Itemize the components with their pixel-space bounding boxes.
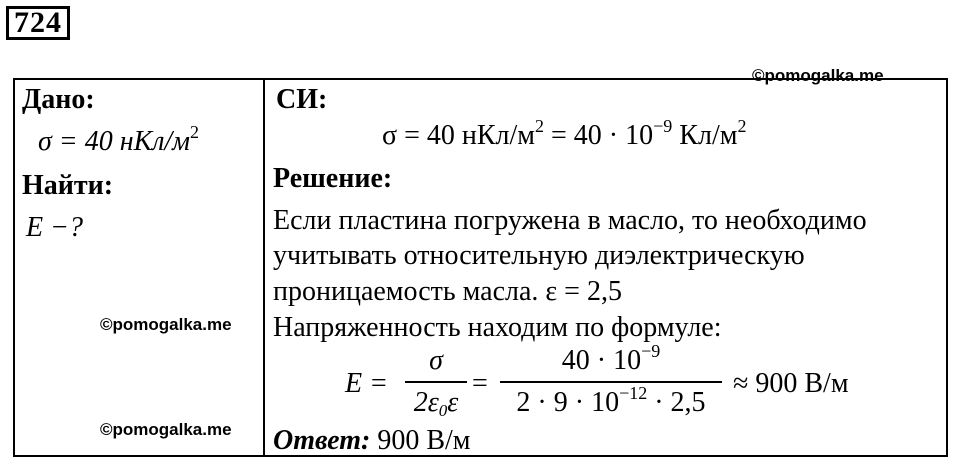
solution-line-1: Если пластина погружена в масло, то необходимо: [273, 205, 867, 236]
fraction-1-denominator: $2\varepsilon_0\varepsilon$: [413, 387, 459, 420]
column-divider: [263, 78, 265, 457]
formula-equals: =: [472, 368, 488, 399]
answer-value: 900 В/м: [370, 425, 471, 456]
formula-result: ≈ 900 В/м: [733, 368, 849, 399]
find-value: E −?: [26, 212, 83, 243]
watermark-top: ©pomogalka.me: [752, 66, 884, 85]
formula-fraction-2: [500, 341, 722, 419]
formula-lhs: E =: [345, 368, 388, 399]
formula-fraction-1: [405, 345, 467, 419]
solution-heading: Решение:: [273, 163, 393, 194]
fraction-2-bar: [500, 381, 722, 383]
fraction-2-numerator: $40 \cdot 10^{-9}$: [561, 341, 661, 376]
find-heading: Найти:: [22, 170, 114, 201]
fraction-2-denominator: $2 \cdot 9 \cdot 10^{-12} \cdot 2,5$: [516, 383, 706, 418]
fraction-1-bar: [405, 381, 467, 383]
given-sigma: σ = 40 нКл/$м^2$: [38, 122, 200, 157]
solution-line-2: учитывать относительную диэлектрическую: [273, 240, 805, 271]
problem-number: 724: [6, 6, 70, 40]
watermark-middle: ©pomogalka.me: [100, 315, 232, 334]
answer-label: Ответ:: [273, 425, 371, 456]
fraction-1-numerator: σ: [429, 345, 443, 376]
given-heading: Дано:: [22, 84, 95, 115]
solution-line-4: Напряженность находим по формуле:: [273, 312, 722, 343]
solution-line-3: проницаемость масла. ε = 2,5: [273, 276, 622, 307]
watermark-bottom: ©pomogalka.me: [100, 420, 232, 439]
si-conversion: σ = 40 нКл/$м^2 = 40 \cdot 10^{-9}$ $Кл/м^2$: [382, 116, 747, 151]
si-heading: СИ:: [276, 84, 328, 115]
answer-line: [273, 427, 471, 455]
